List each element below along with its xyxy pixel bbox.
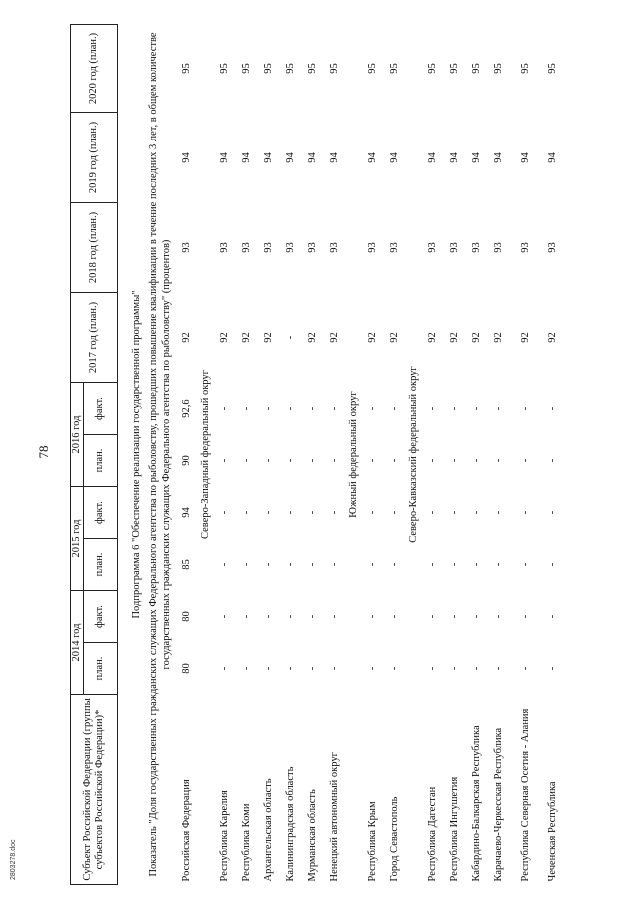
cell: - <box>218 562 230 567</box>
cell: 94 <box>492 152 504 163</box>
row-name: Карачаево-Черкесская Республика <box>492 727 504 882</box>
header-fact: факт. <box>83 487 117 539</box>
cell: 95 <box>218 63 230 74</box>
cell: - <box>519 406 531 411</box>
table-row <box>488 25 510 885</box>
cell: - <box>492 562 504 567</box>
cell: 95 <box>426 63 438 74</box>
cell: 94 <box>388 152 400 163</box>
cell: - <box>388 666 400 671</box>
footer-code: 2803278.doc <box>10 839 17 880</box>
cell: - <box>470 406 482 411</box>
cell: 94 <box>426 152 438 163</box>
cell: - <box>262 614 274 619</box>
cell: - <box>284 458 296 463</box>
cell: 94 <box>284 152 296 163</box>
table-row <box>214 25 236 885</box>
row-name: Республика Дагестан <box>426 786 438 882</box>
cell: 93 <box>519 242 531 253</box>
row-name: Мурманская область <box>306 789 318 882</box>
cell: 94 <box>240 152 252 163</box>
cell: 92 <box>218 332 230 343</box>
cell: - <box>388 562 400 567</box>
district-heading-nc: Северо-Кавказский федеральный округ <box>407 366 419 543</box>
cell: - <box>546 510 558 515</box>
cell: 95 <box>546 63 558 74</box>
cell: 92 <box>328 332 340 343</box>
cell: 93 <box>470 242 482 253</box>
cell: 93 <box>492 242 504 253</box>
cell: - <box>426 666 438 671</box>
cell: - <box>366 510 378 515</box>
cell: 93 <box>546 242 558 253</box>
table-row <box>466 25 488 885</box>
cell: - <box>306 510 318 515</box>
cell: 92 <box>519 332 531 343</box>
cell: 90 <box>180 455 192 466</box>
cell: - <box>218 458 230 463</box>
cell: - <box>262 406 274 411</box>
cell: - <box>240 666 252 671</box>
cell: - <box>388 458 400 463</box>
cell: - <box>366 614 378 619</box>
cell: 94 <box>262 152 274 163</box>
cell: - <box>306 562 318 567</box>
header-plan: план. <box>83 539 117 591</box>
cell: - <box>448 614 460 619</box>
cell: - <box>470 666 482 671</box>
header-2014: 2014 год <box>71 591 84 695</box>
cell: 93 <box>388 242 400 253</box>
cell: 94 <box>470 152 482 163</box>
cell: 95 <box>284 63 296 74</box>
cell: 94 <box>448 152 460 163</box>
table-row <box>422 25 444 885</box>
row-name: Ненецкий автономный округ <box>328 752 340 882</box>
cell: - <box>519 666 531 671</box>
row-name: Республика Карелия <box>218 790 230 882</box>
cell: 94 <box>519 152 531 163</box>
header-2020: 2020 год (план.) <box>71 25 118 113</box>
cell: - <box>448 510 460 515</box>
cell: - <box>426 458 438 463</box>
row-name: Республика Коми <box>240 803 252 882</box>
cell: - <box>492 614 504 619</box>
cell: 93 <box>306 242 318 253</box>
cell: - <box>328 458 340 463</box>
row-name: Город Севастополь <box>388 796 400 882</box>
cell: 94 <box>366 152 378 163</box>
cell: - <box>306 614 318 619</box>
cell: - <box>284 510 296 515</box>
cell: - <box>426 614 438 619</box>
district-heading-nw: Северо-Западный федеральный округ <box>199 370 211 539</box>
cell: 93 <box>328 242 340 253</box>
cell: - <box>448 666 460 671</box>
cell: - <box>284 406 296 411</box>
cell: - <box>366 562 378 567</box>
indicator-title: Показатель "Доля государственных гражданских служащих Федерального агентства по рыболовству, прошедших повышение квалификации в течение последних 3 лет, в общем количестве государственных гражданских служащих Федерального агентства по рыболовству" (процентов) <box>148 32 172 877</box>
cell: 93 <box>240 242 252 253</box>
cell: - <box>218 510 230 515</box>
header-2016: 2016 год <box>71 383 84 487</box>
header-fact: факт. <box>83 591 117 643</box>
cell: 92 <box>240 332 252 343</box>
cell: - <box>519 562 531 567</box>
cell: 92 <box>180 332 192 343</box>
cell: 92 <box>388 332 400 343</box>
cell: - <box>470 458 482 463</box>
row-name: Архангельская область <box>262 778 274 882</box>
header-2018: 2018 год (план.) <box>71 203 118 293</box>
header-subject: Субъект Российской Федерации (группы субъектов Российской Федерации)* <box>71 695 118 885</box>
cell: - <box>546 614 558 619</box>
cell: 92 <box>262 332 274 343</box>
cell: - <box>448 562 460 567</box>
cell: - <box>426 562 438 567</box>
cell: - <box>470 562 482 567</box>
cell: - <box>546 406 558 411</box>
cell: 94 <box>546 152 558 163</box>
header-2017: 2017 год (план.) <box>71 293 118 383</box>
cell: - <box>366 406 378 411</box>
district-heading-south: Южный федеральный округ <box>347 391 359 518</box>
page-number: 78 <box>36 445 51 459</box>
cell: 95 <box>306 63 318 74</box>
cell: - <box>426 406 438 411</box>
cell: - <box>328 666 340 671</box>
cell: - <box>366 458 378 463</box>
table-row <box>324 25 346 885</box>
cell: 92 <box>448 332 460 343</box>
cell: 95 <box>448 63 460 74</box>
cell: 94 <box>328 152 340 163</box>
cell: 93 <box>284 242 296 253</box>
table-row <box>542 25 564 885</box>
cell: 80 <box>180 663 192 674</box>
table-row <box>236 25 258 885</box>
cell: - <box>328 614 340 619</box>
cell: - <box>546 562 558 567</box>
row-name: Республика Крым <box>366 801 378 882</box>
cell: 92 <box>492 332 504 343</box>
row-name: Чеченская Республика <box>546 781 558 882</box>
cell: 92 <box>366 332 378 343</box>
cell: 93 <box>426 242 438 253</box>
header-2019: 2019 год (план.) <box>71 113 118 203</box>
cell: - <box>240 458 252 463</box>
table-row <box>384 25 406 885</box>
cell: 92 <box>470 332 482 343</box>
cell: 94 <box>218 152 230 163</box>
cell: 93 <box>448 242 460 253</box>
cell: - <box>388 406 400 411</box>
cell: - <box>306 458 318 463</box>
cell: - <box>426 510 438 515</box>
cell: 95 <box>262 63 274 74</box>
cell: - <box>448 458 460 463</box>
cell: - <box>284 666 296 671</box>
header-2015: 2015 год <box>71 487 84 591</box>
table-row <box>510 25 542 885</box>
row-name: Республика Северная Осетия - Алания <box>519 708 531 882</box>
cell: - <box>262 510 274 515</box>
cell: - <box>328 510 340 515</box>
cell: 93 <box>218 242 230 253</box>
cell: - <box>306 666 318 671</box>
cell: 80 <box>180 611 192 622</box>
cell: 95 <box>180 63 192 74</box>
cell: 95 <box>240 63 252 74</box>
cell: - <box>240 510 252 515</box>
indicator-table <box>70 24 564 885</box>
cell: - <box>492 406 504 411</box>
cell: - <box>328 406 340 411</box>
cell: - <box>519 458 531 463</box>
cell: - <box>546 458 558 463</box>
cell: - <box>262 458 274 463</box>
cell: 94 <box>180 152 192 163</box>
header-plan: план. <box>83 643 117 695</box>
cell: - <box>492 510 504 515</box>
table-row <box>280 25 302 885</box>
cell: - <box>388 614 400 619</box>
cell: 94 <box>306 152 318 163</box>
cell: 95 <box>388 63 400 74</box>
cell: - <box>284 335 296 340</box>
cell: 93 <box>366 242 378 253</box>
row-name: Республика Ингушетия <box>448 776 460 882</box>
table-row <box>302 25 324 885</box>
cell: - <box>240 406 252 411</box>
cell: 94 <box>180 507 192 518</box>
cell: - <box>262 666 274 671</box>
cell: - <box>284 614 296 619</box>
cell: - <box>546 666 558 671</box>
cell: 92,6 <box>180 399 192 418</box>
cell: - <box>262 562 274 567</box>
table-row <box>362 25 384 885</box>
cell: - <box>388 510 400 515</box>
cell: - <box>218 406 230 411</box>
cell: 93 <box>180 242 192 253</box>
header-plan: план. <box>83 435 117 487</box>
table-row <box>444 25 466 885</box>
cell: 92 <box>426 332 438 343</box>
rotated-table-page <box>70 25 620 885</box>
cell: - <box>218 666 230 671</box>
cell: - <box>328 562 340 567</box>
cell: - <box>240 562 252 567</box>
cell: 85 <box>180 559 192 570</box>
row-name: Калининградская область <box>284 766 296 882</box>
cell: 93 <box>262 242 274 253</box>
cell: - <box>284 562 296 567</box>
cell: - <box>218 614 230 619</box>
cell: 92 <box>306 332 318 343</box>
cell: - <box>470 614 482 619</box>
subprogram-title: Подпрограмма 6 "Обеспечение реализации государственной программы" <box>130 290 142 619</box>
cell: 95 <box>328 63 340 74</box>
cell: - <box>240 614 252 619</box>
row-name: Российская Федерация <box>180 779 192 882</box>
cell: 95 <box>519 63 531 74</box>
cell: - <box>470 510 482 515</box>
cell: - <box>492 458 504 463</box>
cell: 95 <box>492 63 504 74</box>
cell: - <box>519 614 531 619</box>
cell: - <box>366 666 378 671</box>
table-row <box>176 25 198 885</box>
cell: 92 <box>546 332 558 343</box>
cell: 95 <box>366 63 378 74</box>
header-fact: факт. <box>83 383 117 435</box>
cell: - <box>492 666 504 671</box>
cell: - <box>448 406 460 411</box>
cell: 95 <box>470 63 482 74</box>
table-row <box>258 25 280 885</box>
cell: - <box>306 406 318 411</box>
cell: - <box>519 510 531 515</box>
row-name: Кабардино-Балкарская Республика <box>470 725 482 882</box>
